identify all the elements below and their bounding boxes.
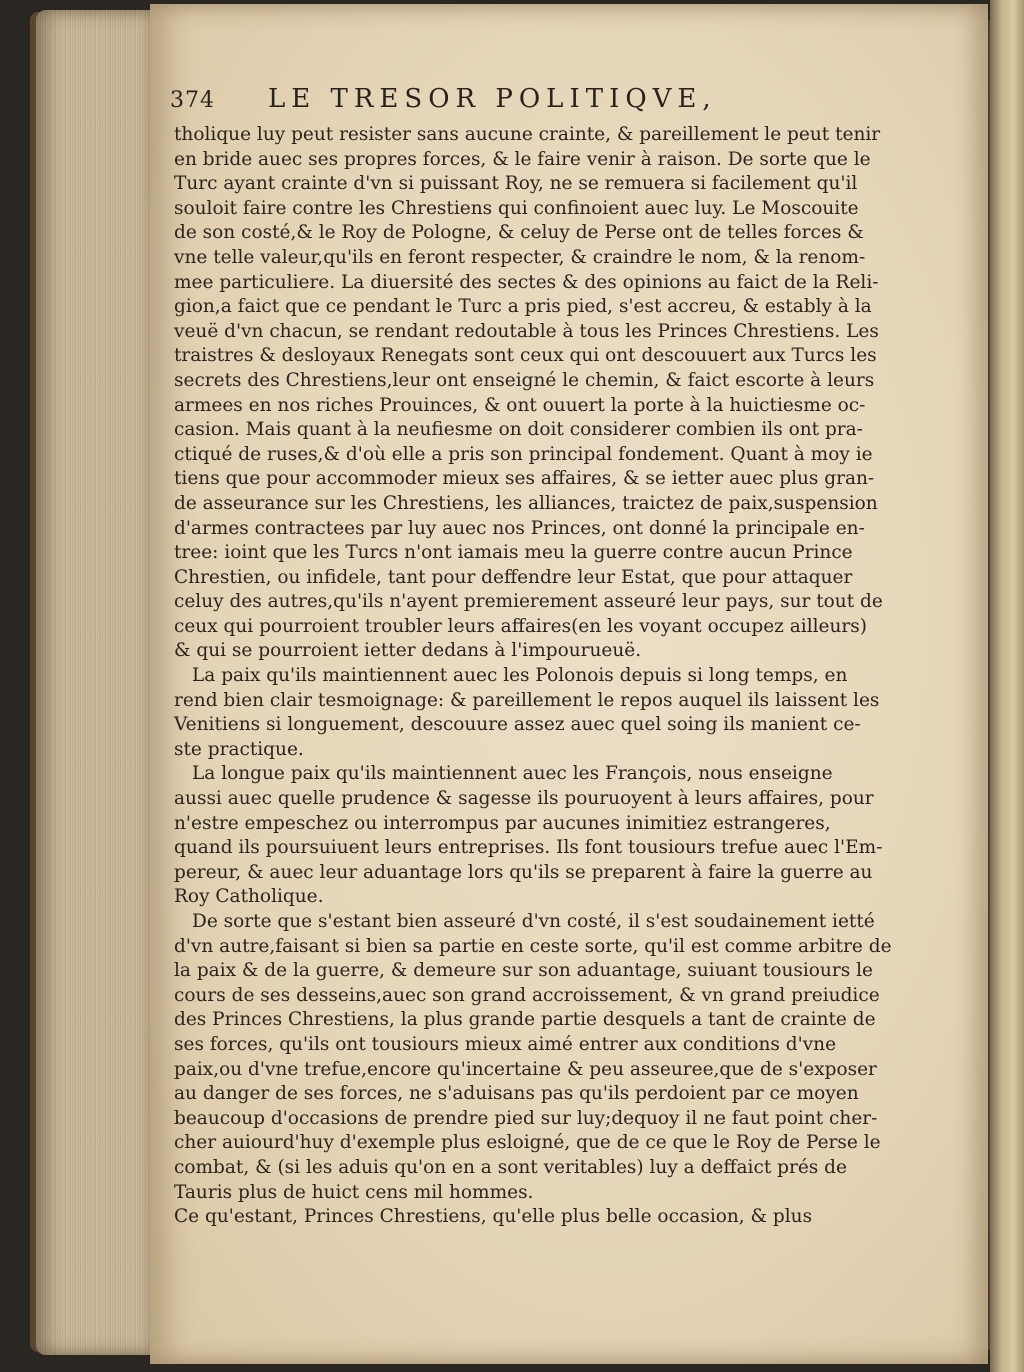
text-line: paix,ou d'vne trefue,encore qu'incertaine & peu asseuree,que de s'exposer <box>174 1058 877 1080</box>
text-line: d'vn autre,faisant si bien sa partie en ceste sorte, qu'il est comme arbitre de <box>174 935 892 957</box>
text-line: tholique luy peut resister sans aucune crainte, & pareillement le peut tenir <box>174 124 881 145</box>
text-line: ctiqué de ruses,& d'où elle a pris son principal fondement. Quant à moy ie <box>174 443 873 465</box>
text-line: La longue paix qu'ils maintiennent auec les François, nous enseigne <box>192 763 833 785</box>
text-line: secrets des Chrestiens,leur ont enseigné le chemin, & faict escorte à leurs <box>174 369 875 391</box>
text-line: combat, & (si les aduis qu'on en a sont veritables) luy a deffaict prés de <box>174 1156 847 1178</box>
text-line: ste practique. <box>174 738 304 760</box>
text-line: mee particuliere. La diuersité des sectes & des opinions au faict de la Reli- <box>174 271 879 293</box>
text-line: de asseurance sur les Chrestiens, les alliances, traictez de paix,suspension <box>174 492 878 514</box>
text-line: Tauris plus de huict cens mil hommes. <box>174 1181 534 1203</box>
page-header <box>170 82 840 122</box>
text-line: cours de ses desseins,auec son grand accroissement, & vn grand preiudice <box>174 984 880 1006</box>
text-line: quand ils poursuiuent leurs entreprises. Ils font tousiours trefue auec l'Em- <box>174 837 883 859</box>
running-title: LE TRESOR POLITIQVE, <box>268 84 717 114</box>
text-line: au danger de ses forces, ne s'aduisans pas qu'ils perdoient par ce moyen <box>174 1083 859 1105</box>
body-text <box>174 123 970 1230</box>
text-line: d'armes contractees par luy auec nos Princes, ont donné la principale en- <box>174 517 865 539</box>
text-line: Chrestien, ou infidele, tant pour deffendre leur Estat, que pour attaquer <box>174 566 853 588</box>
text-line: rend bien clair tesmoignage: & pareillement le repos auquel ils laissent les <box>174 689 880 711</box>
text-line: n'estre empeschez ou interrompus par aucunes inimitiez estrangeres, <box>174 812 831 834</box>
text-line: Venitiens si longuement, descouure assez auec quel soing ils manient ce- <box>174 714 861 736</box>
text-line: De sorte que s'estant bien asseuré d'vn costé, il s'est soudainement ietté <box>192 911 875 932</box>
text-line: souloit faire contre les Chrestiens qui confinoient auec luy. Le Moscouite <box>174 197 859 219</box>
text-line: Ce qu'estant, Princes Chrestiens, qu'elle plus belle occasion, & plus <box>174 1206 813 1228</box>
text-line: des Princes Chrestiens, la plus grande partie desquels a tant de crainte de <box>174 1009 876 1031</box>
text-line: en bride auec ses propres forces, & le faire venir à raison. De sorte que le <box>174 148 871 170</box>
facing-page-edge <box>990 0 1024 1372</box>
text-line: ses forces, qu'ils ont tousiours mieux aimé entrer aux conditions d'vne <box>174 1033 837 1055</box>
text-line: & qui se pourroient ietter dedans à l'impourueuë. <box>174 640 642 662</box>
page-fore-edge <box>36 10 154 1355</box>
text-line: Turc ayant crainte d'vn si puissant Roy, ne se remuera si facilement qu'il <box>174 173 858 195</box>
text-line: armees en nos riches Prouinces, & ont ouuert la porte à la huictiesme oc- <box>174 394 866 416</box>
text-line: veuë d'vn chacun, se rendant redoutable à tous les Princes Chrestiens. Les <box>174 320 879 342</box>
text-line: La paix qu'ils maintiennent auec les Polonois depuis si long temps, en <box>192 665 848 687</box>
text-line: gion,a faict que ce pendant le Turc a pris pied, s'est accreu, & estably à la <box>174 296 872 318</box>
text-line: tree: ioint que les Turcs n'ont iamais meu la guerre contre aucun Prince <box>174 542 853 564</box>
page-number: 374 <box>170 88 215 113</box>
text-line: ceux qui pourroient troubler leurs affaires(en les voyant occupez ailleurs) <box>174 615 867 637</box>
text-line: cher auiourd'huy d'exemple plus esloigné, que de ce que le Roy de Perse le <box>174 1132 881 1154</box>
text-line: pereur, & auec leur aduantage lors qu'ils se preparent à faire la guerre au <box>174 861 873 883</box>
text-line: celuy des autres,qu'ils n'ayent premierement asseuré leur pays, sur tout de <box>174 591 883 613</box>
text-line: casion. Mais quant à la neufiesme on doit considerer combien ils ont pra- <box>174 419 863 441</box>
text-line: vne telle valeur,qu'ils en feront respecter, & craindre le nom, & la renom- <box>174 246 866 268</box>
text-line: tiens que pour accommoder mieux ses affaires, & se ietter auec plus gran- <box>174 468 875 490</box>
text-line: aussi auec quelle prudence & sagesse ils pouruoyent à leurs affaires, pour <box>174 788 874 810</box>
text-line: la paix & de la guerre, & demeure sur son aduantage, suiuant tousiours le <box>174 960 873 982</box>
text-line: Roy Catholique. <box>174 886 324 908</box>
text-line: beaucoup d'occasions de prendre pied sur luy;dequoy il ne faut point cher- <box>174 1107 878 1129</box>
text-line: de son costé,& le Roy de Pologne, & celuy de Perse ont de telles forces & <box>174 222 864 244</box>
text-line: traistres & desloyaux Renegats sont ceux qui ont descouuert aux Turcs les <box>174 345 877 367</box>
